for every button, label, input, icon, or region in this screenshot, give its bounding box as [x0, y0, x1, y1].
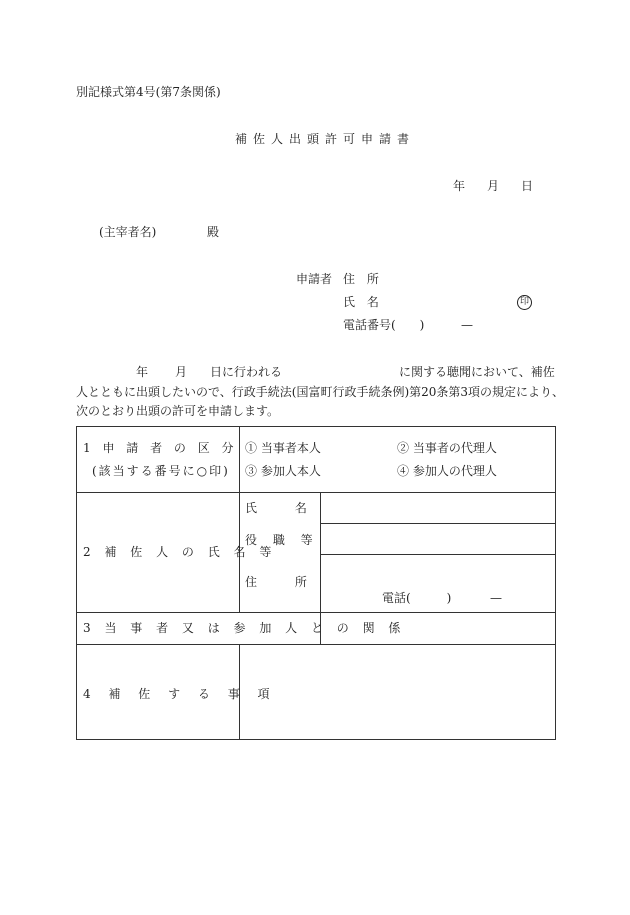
- seal-mark: [517, 294, 532, 310]
- body-day-text: 日に行われる: [210, 365, 283, 379]
- row2-label: 2 補 佐 人 の 氏 名 等: [83, 545, 277, 559]
- body-line3: 次のとおり出頭の許可を申請します。: [76, 404, 280, 418]
- body-year: 年: [136, 365, 149, 379]
- date-day: 日: [521, 179, 534, 193]
- addressee-honorific: 殿: [207, 225, 220, 239]
- body-line2: 人とともに出頭したいので、行政手続法(国富町行政手続条例)第20条第3項の規定により、: [76, 385, 565, 399]
- row1-sublabel: (該当する番号に○印): [92, 464, 230, 478]
- date-year: 年: [453, 179, 466, 193]
- document-title: 補佐人出頭許可申請書: [235, 132, 416, 146]
- date-month: 月: [487, 179, 500, 193]
- body-line1-rest: に関する聴聞において、補佐: [399, 365, 555, 379]
- row2-name-label: 氏 名: [245, 501, 307, 515]
- row2-address-label: 住 所: [245, 575, 307, 589]
- row-divider: [77, 644, 555, 645]
- row2-phone-dash: —: [490, 591, 502, 605]
- row-divider: [320, 554, 555, 555]
- seal-icon: 印: [517, 295, 532, 310]
- option-4: ④ 参加人の代理人: [397, 464, 497, 478]
- applicant-label: 申請者: [296, 272, 333, 286]
- row4-label: 4 補 佐 す る 事 項: [83, 687, 277, 701]
- row3-label: 3 当 事 者 又 は 参 加 人 と の 関 係: [83, 621, 406, 635]
- body-month: 月: [175, 365, 188, 379]
- addressee-name: (主宰者名): [99, 225, 157, 239]
- applicant-address-label: 住 所: [343, 272, 379, 286]
- row-divider: [77, 612, 555, 613]
- applicant-phone-dash: —: [461, 318, 473, 332]
- form-reference: 別記様式第4号(第7条関係): [76, 85, 221, 99]
- col-divider: [239, 427, 240, 612]
- option-1: ① 当事者本人: [245, 441, 321, 455]
- application-table: [76, 426, 556, 740]
- applicant-name-label: 氏 名: [343, 295, 379, 309]
- row1-label: 1 申 請 者 の 区 分: [83, 441, 238, 455]
- row2-position-label: 役 職 等: [245, 533, 313, 547]
- applicant-phone-label: 電話番号( ): [343, 318, 425, 332]
- option-2: ② 当事者の代理人: [397, 441, 497, 455]
- row-divider: [320, 523, 555, 524]
- option-3: ③ 参加人本人: [245, 464, 321, 478]
- row-divider: [77, 492, 555, 493]
- row2-phone: 電話( ): [382, 591, 452, 605]
